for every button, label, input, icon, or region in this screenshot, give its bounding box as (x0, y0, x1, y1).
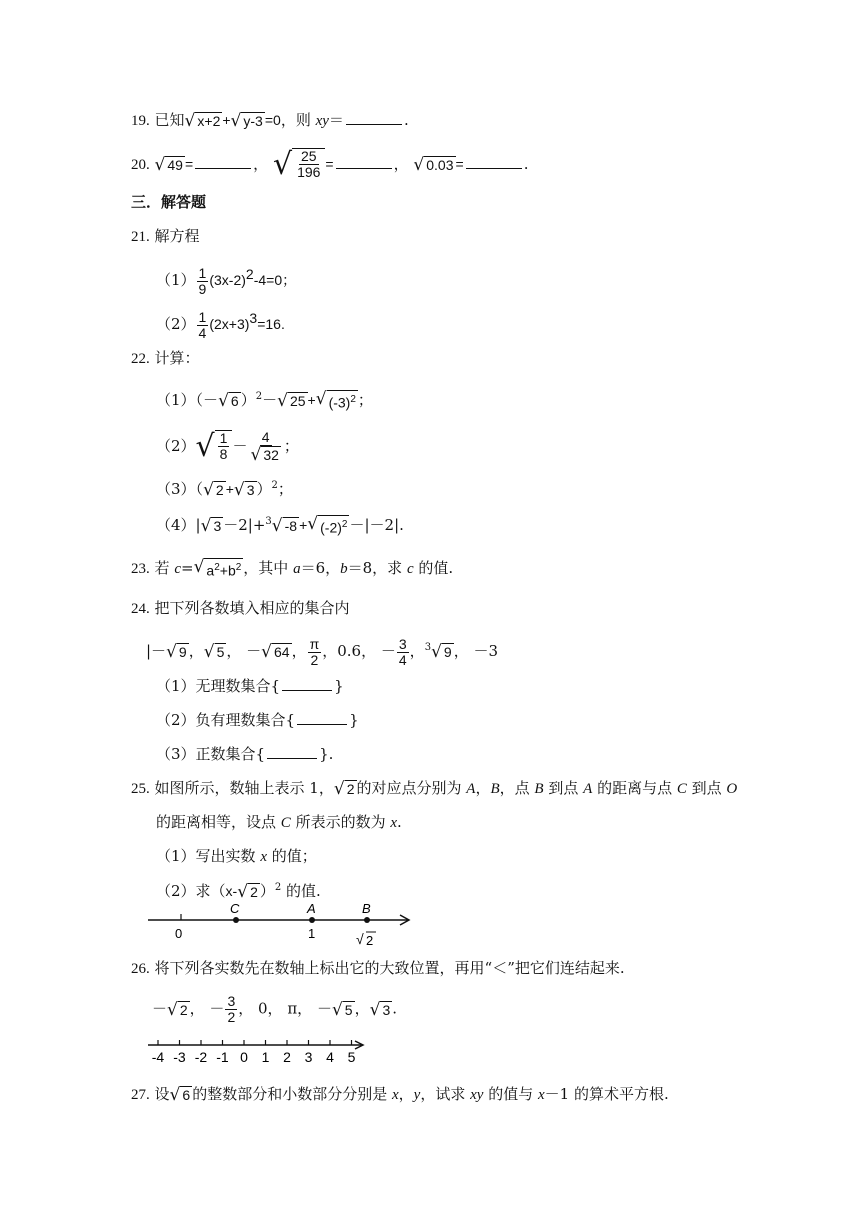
question-19: 19. 已知 √ x+2 + √ y-3 =0，则 xy＝ . (131, 111, 409, 131)
question-26-numbers: － √ 2 ， － $\frac{3}{2}$ ， 0， π， － √ 5 ， √ 3 . (152, 993, 398, 1025)
question-number: 19. (131, 113, 150, 129)
tick-label: -2 (194, 1049, 208, 1065)
answer-blank[interactable] (346, 110, 402, 125)
tick-label: 1 (261, 1049, 270, 1065)
number-line-ticks (146, 1036, 368, 1066)
label-1: 1 (308, 926, 316, 941)
sqrt-expression: √ 0.03 (413, 155, 454, 175)
answer-blank[interactable] (282, 676, 332, 691)
label-0: 0 (175, 926, 183, 941)
sqrt-fraction: √ $\frac{25}{196}$ (273, 148, 325, 182)
number-line-figure (146, 900, 414, 948)
tick-label: -1 (216, 1049, 229, 1065)
point-a (309, 917, 315, 923)
tick-label: 5 (347, 1049, 356, 1065)
tick-label: 3 (304, 1049, 313, 1065)
label-sqrt2: 2 (366, 933, 374, 948)
question-25-part-1: （1）写出实数 x 的值； (156, 847, 317, 865)
sqrt-expression: √ x+2 (184, 111, 221, 131)
question-22-part-4: （4）| √ 3 －2|+$^3$ √ -8 + √ $(-2)^2$ －|－2|. (156, 514, 404, 536)
sqrt-sign: √ (356, 931, 364, 947)
label-b: B (362, 901, 371, 916)
label-c: C (230, 901, 240, 916)
answer-blank[interactable] (466, 154, 522, 169)
sqrt-expression: √ 49 (154, 155, 183, 175)
answer-blank[interactable] (336, 154, 392, 169)
tick-label: 0 (240, 1049, 248, 1065)
question-21-part-2: （2） $\frac{1}{4}$ $(2x+3)^3=16$. (156, 308, 285, 341)
question-27: 27. 设 √ 6 的整数部分和小数部分分别是 x，y，试求 xy 的值与 x－1 的算术平方根. (131, 1085, 669, 1105)
question-25-line-2: 的距离相等，设点 C 所表示的数为 x. (156, 813, 402, 831)
answer-blank[interactable] (297, 710, 347, 725)
question-24-numbers: |－ √ 9 ， √ 5 ， － √ 64 ， $\frac{\pi}{2}$ ，0.6， － $\frac{3}{4}$ ，$^3$ √ 9 ， －3 (146, 635, 499, 668)
question-22: 22. 计算： (131, 349, 200, 367)
tick-label: 4 (326, 1049, 334, 1065)
question-22-part-3: （3）（ √ 2 + √ 3 ）$^2$； (156, 480, 293, 500)
answer-blank[interactable] (195, 154, 251, 169)
question-20: 20. √ 49 = ， √ $\frac{25}{196}$ = ， √ 0.03 = . (131, 147, 529, 182)
sqrt-expression: √ y-3 (230, 111, 263, 131)
tick-label: -3 (173, 1049, 186, 1065)
question-26: 26. 将下列各实数先在数轴上标出它的大致位置，再用“＜”把它们连结起来. (131, 959, 625, 977)
question-25-part-2: （2）求（x- √ 2 ）$^2$ 的值. (156, 882, 321, 902)
question-21: 21. 解方程 (131, 227, 200, 245)
section-heading: 三．解答题 (131, 193, 207, 211)
question-24: 24. 把下列各数填入相应的集合内 (131, 599, 350, 617)
tick-label: 2 (283, 1049, 291, 1065)
question-24-part-3: （3）正数集合{ }. (156, 745, 334, 763)
tick-label: -4 (151, 1049, 165, 1065)
question-number: 20. (131, 157, 150, 173)
question-24-part-1: （1）无理数集合{ } (156, 677, 344, 695)
point-c (233, 917, 239, 923)
question-23: 23. 若 c= √ $a^2+b^2$ ，其中 a＝6，b＝8，求 c 的值. (131, 557, 454, 579)
question-21-part-1: （1） $\frac{1}{9}$ $(3x-2)^2-4=0$； (156, 264, 297, 297)
label-a: A (307, 901, 316, 916)
question-24-part-2: （2）负有理数集合{ } (156, 711, 359, 729)
point-b (364, 917, 370, 923)
answer-blank[interactable] (267, 744, 317, 759)
question-22-part-1: （1）（－ √ 6 ）$^2$－ √ 25 + √ $(-3)^2$ ； (156, 389, 373, 411)
question-25: 25. 如图所示，数轴上表示 1， √ 2 的对应点分别为 A，B，点 B 到点 A 的距离与点 C 到点 O (131, 779, 738, 799)
question-22-part-2: （2） √ $\frac{1}{8}$ － 4 √ 32 ； (156, 429, 299, 465)
